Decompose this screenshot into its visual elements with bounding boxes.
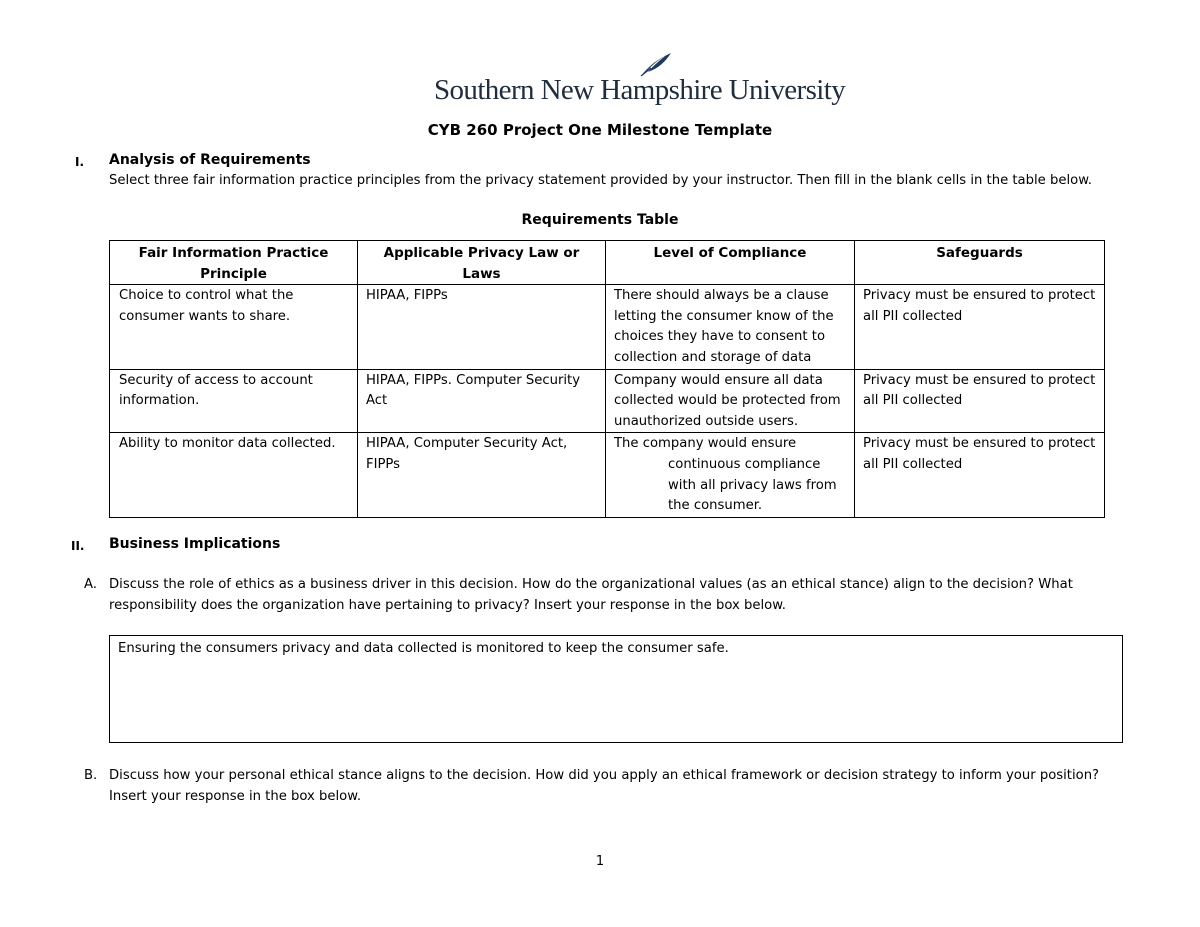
section-2-number: II. [71,539,85,553]
section-1-number: I. [75,155,85,169]
document-title: CYB 260 Project One Milestone Template [427,121,773,139]
feather-logo-icon [639,52,673,78]
table-row [110,285,1105,369]
item-b-prompt-line-2: Insert your response in the box below. [109,789,362,804]
item-b-label: B. [84,768,98,783]
table-row [110,369,1105,433]
cell-laws: HIPAA, Computer Security Act, FIPPs [358,433,606,517]
cell-principle: Ability to monitor data collected. [110,433,358,517]
item-a-prompt-line-2: responsibility does the organization have pertaining to privacy? Insert your response in the box below. [109,598,786,613]
table-caption: Requirements Table [521,212,679,228]
requirements-table [109,240,1105,518]
section-2-heading: Business Implications [109,536,281,552]
cell-safeguards: Privacy must be ensured to protect all PII collected [855,433,1105,517]
cell-safeguards: Privacy must be ensured to protect all PII collected [855,285,1105,369]
cell-compliance-indented: continuous compliance with all privacy laws from the consumer. [668,456,837,514]
cell-compliance: Company would ensure all data collected would be protected from unauthorized outside users. [606,369,855,433]
column-header-principle: Fair Information Practice Principle [110,241,358,285]
response-box-a[interactable]: Ensuring the consumers privacy and data collected is monitored to keep the consumer safe. [109,635,1123,743]
column-header-laws: Applicable Privacy Law or Laws [358,241,606,285]
column-header-safeguards: Safeguards [855,241,1105,285]
cell-compliance [606,433,855,517]
cell-compliance: There should always be a clause letting the consumer know of the choices they have to consent to collection and storage of data [606,285,855,369]
section-1-instruction: Select three fair information practice principles from the privacy statement provided by your instructor. Then fill in the blank cells in the table below. [109,173,1092,188]
page-number: 1 [595,854,605,869]
item-a-prompt-line-1: Discuss the role of ethics as a business driver in this decision. How do the organizational values (as an ethical stance) align to the decision? What [109,577,1073,592]
cell-laws: HIPAA, FIPPs. Computer Security Act [358,369,606,433]
item-b-prompt-line-1: Discuss how your personal ethical stance aligns to the decision. How did you apply an ethical framework or decision strategy to inform your position? [109,768,1100,783]
table-header-row [110,241,1105,285]
table-row [110,433,1105,517]
section-1-heading: Analysis of Requirements [109,152,311,168]
cell-compliance-first-line: The company would ensure [614,436,797,452]
cell-safeguards: Privacy must be ensured to protect all PII collected [855,369,1105,433]
cell-principle: Security of access to account information. [110,369,358,433]
cell-laws: HIPAA, FIPPs [358,285,606,369]
column-header-compliance: Level of Compliance [606,241,855,285]
university-logo: Southern New Hampshire University [434,74,846,106]
cell-principle: Choice to control what the consumer wants to share. [110,285,358,369]
item-a-label: A. [84,577,97,592]
